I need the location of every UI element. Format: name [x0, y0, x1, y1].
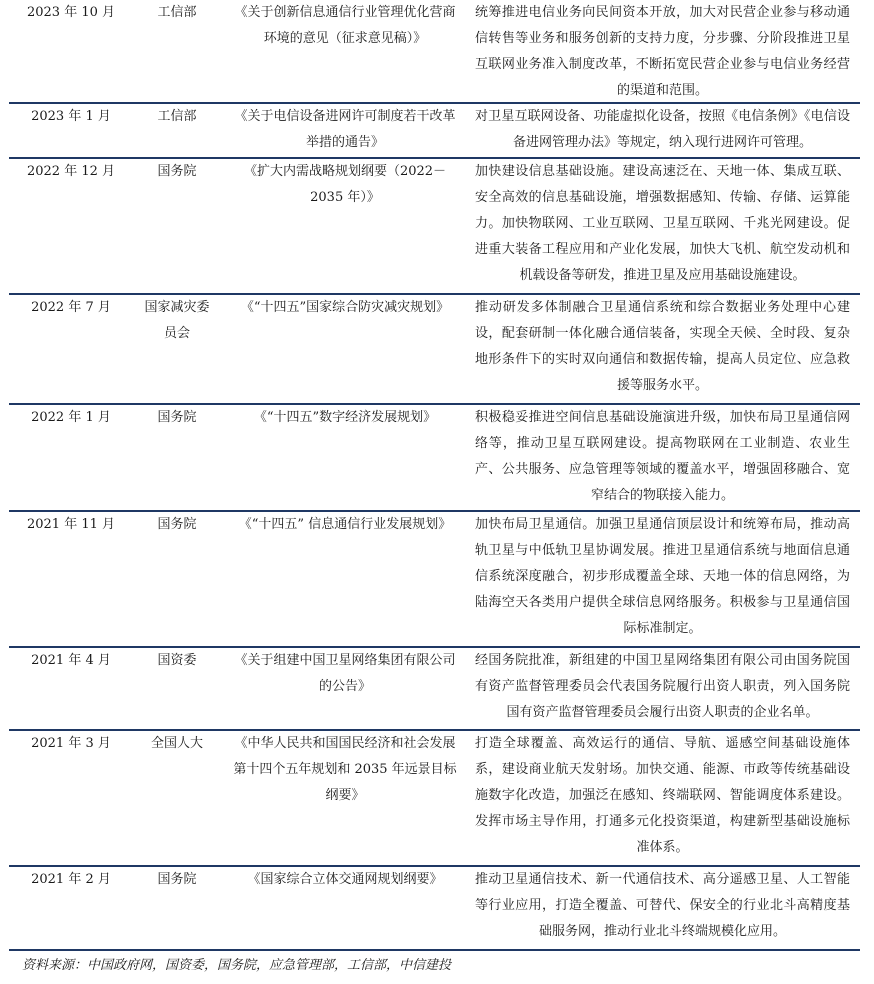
row-date: 2022 年 1 月	[31, 410, 111, 425]
row-date: 2021 年 11 月	[26, 517, 116, 532]
row-date: 2022 年 7 月	[31, 300, 111, 315]
row-document-title: 《关于电信设备进网许可制度若干改革举措的通告》	[234, 109, 456, 150]
row-content: 对卫星互联网设备、功能虚拟化设备，按照《电信条例》《电信设备进网管理办法》等规定，纳入现行进网许可管理。	[475, 109, 850, 150]
table-row	[9, 104, 860, 159]
row-content: 打造全球覆盖、高效运行的通信、导航、遥感空间基础设施体系，建设商业航天发射场。加快交通、能源、市政等传统基础设施数字化改造，加强泛在感知、终端联网、智能调度体系建设。发挥市场主导作用，打通多元化投资渠道，构建新型基础设施标准体系。	[475, 736, 850, 855]
row-content: 加快建设信息基础设施。建设高速泛在、天地一体、集成互联、安全高效的信息基础设施，增强数据感知、传输、存储、运算能力。加快物联网、工业互联网、卫星互联网、千兆光网建设。促进重大装备工程应用和产业化发展，加快大飞机、航空发动机和机载设备等研发，推进卫星及应用基础设施建设。	[475, 164, 850, 283]
row-content: 推动卫星通信技术、新一代通信技术、高分遥感卫星、人工智能等行业应用，打造全覆盖、可替代、保安全的行业北斗高精度基础服务网，推动行业北斗终端规模化应用。	[475, 872, 850, 939]
row-department: 国务院	[157, 872, 197, 887]
policy-table	[9, 0, 860, 951]
row-department: 工信部	[157, 5, 197, 20]
row-department: 国务院	[157, 517, 197, 532]
row-document-title: 《“十四五”国家综合防灾减灾规划》	[240, 300, 450, 315]
row-department: 国家减灾委员会	[144, 300, 210, 341]
row-document-title: 《“十四五”数字经济发展规划》	[253, 410, 437, 425]
row-date: 2022 年 12 月	[26, 164, 116, 179]
row-department: 工信部	[157, 109, 197, 124]
row-date: 2021 年 4 月	[31, 653, 111, 668]
row-content: 积极稳妥推进空间信息基础设施演进升级，加快布局卫星通信网络等，推动卫星互联网建设。提高物联网在工业制造、农业生产、公共服务、应急管理等领域的覆盖水平，增强固移融合、宽窄结合的物联接入能力。	[475, 410, 850, 503]
row-content: 加快布局卫星通信。加强卫星通信顶层设计和统筹布局，推动高轨卫星与中低轨卫星协调发展。推进卫星通信系统与地面信息通信系统深度融合，初步形成覆盖全球、天地一体的信息网络，为陆海空天各类用户提供全球信息网络服务。积极参与卫星通信国际标准制定。	[475, 517, 850, 636]
row-document-title: 《关于创新信息通信行业管理优化营商环境的意见（征求意见稿）》	[234, 5, 456, 46]
row-content: 经国务院批准，新组建的中国卫星网络集团有限公司由国务院国有资产监督管理委员会代表国务院履行出资人职责，列入国务院国有资产监督管理委员会履行出资人职责的企业名单。	[475, 653, 850, 720]
row-date: 2021 年 3 月	[31, 736, 111, 751]
table-row	[9, 295, 860, 405]
row-date: 2023 年 1 月	[31, 109, 111, 124]
row-department: 全国人大	[150, 736, 203, 751]
table-row	[9, 867, 860, 951]
row-department: 国务院	[157, 164, 197, 179]
row-content: 统筹推进电信业务向民间资本开放，加大对民营企业参与移动通信转售等业务和服务创新的支持力度，分步骤、分阶段推进卫星互联网业务准入制度改革，不断拓宽民营企业参与电信业务经营的渠道和范围。	[475, 5, 850, 98]
source-note: 资料来源：中国政府网，国资委，国务院，应急管理部，工信部，中信建投	[22, 958, 452, 973]
row-document-title: 《扩大内需战略规划纲要（2022－2035 年）》	[243, 164, 447, 205]
row-document-title: 《“十四五” 信息通信行业发展规划》	[238, 517, 452, 532]
table-row	[9, 0, 860, 104]
row-date: 2023 年 10 月	[26, 5, 116, 20]
table-row	[9, 159, 860, 295]
row-department: 国资委	[157, 653, 197, 668]
table-row	[9, 405, 860, 512]
row-content: 推动研发多体制融合卫星通信系统和综合数据业务处理中心建设，配套研制一体化融合通信装备，实现全天候、全时段、复杂地形条件下的实时双向通信和数据传输，提高人员定位、应急救援等服务水平。	[475, 300, 850, 393]
row-date: 2021 年 2 月	[31, 872, 111, 887]
row-document-title: 《关于组建中国卫星网络集团有限公司的公告》	[234, 653, 456, 694]
table-row	[9, 648, 860, 731]
table-row	[9, 512, 860, 648]
row-document-title: 《国家综合立体交通网规划纲要》	[247, 872, 443, 887]
row-document-title: 《中华人民共和国国民经济和社会发展第十四个五年规划和 2035 年远景目标纲要》	[233, 736, 457, 803]
row-department: 国务院	[157, 410, 197, 425]
table-row	[9, 731, 860, 867]
